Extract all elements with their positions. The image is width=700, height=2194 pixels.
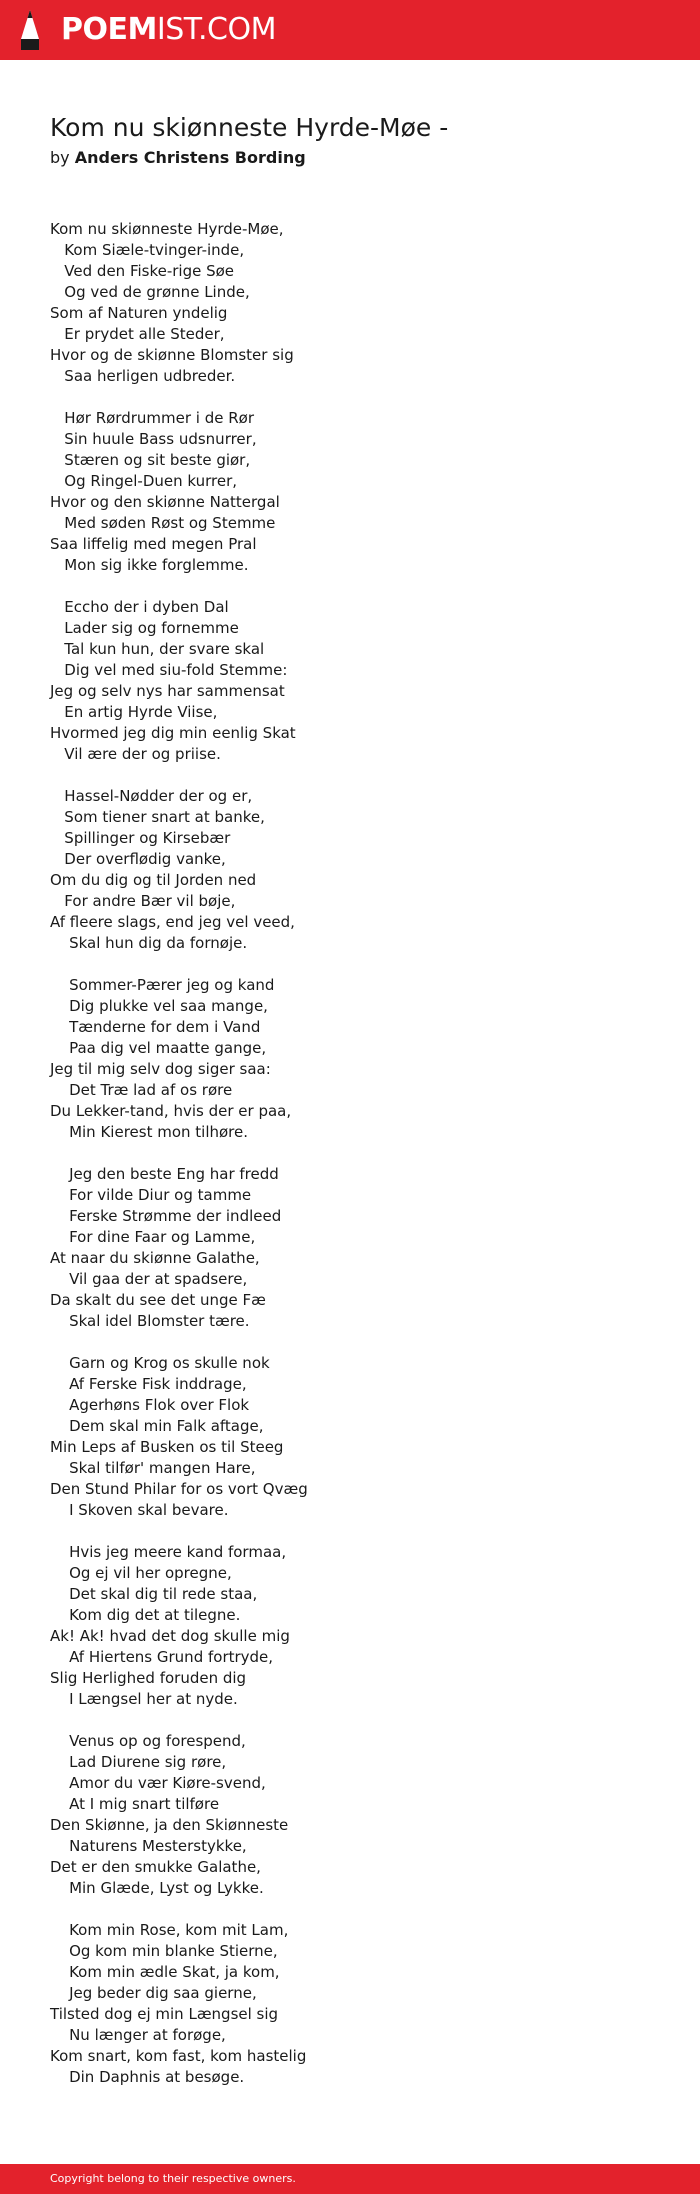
site-footer: [0, 2164, 700, 2194]
poem-line: Ved den Fiske-rige Søe: [50, 262, 235, 280]
poem-line: Jeg beder dig saa gierne,: [50, 1984, 257, 2002]
poem-line: Min Leps af Busken os til Steeg: [50, 1438, 284, 1456]
poem-line: Spillinger og Kirsebær: [50, 829, 231, 847]
poem-line: Der overflødig vanke,: [50, 850, 226, 868]
poem-line: Min Glæde, Lyst og Lykke.: [50, 1879, 264, 1897]
poem-line: En artig Hyrde Viise,: [50, 703, 218, 721]
poem-line: Lader sig og fornemme: [50, 619, 239, 637]
poem-line: Og ved de grønne Linde,: [50, 283, 250, 301]
poem-line: Og Ringel-Duen kurrer,: [50, 472, 238, 490]
poem-line: Ak! Ak! hvad det dog skulle mig: [50, 1627, 290, 1645]
poem-line: Hvor og de skiønne Blomster sig: [50, 346, 294, 364]
poem-line: Tænderne for dem i Vand: [50, 1018, 261, 1036]
poem-line: Skal tilfør' mangen Hare,: [50, 1459, 256, 1477]
poem-byline: [50, 146, 306, 170]
poem-line: Venus op og forespend,: [50, 1732, 246, 1750]
logo-light-text: IST.COM: [156, 12, 276, 47]
poem-line: Med søden Røst og Stemme: [50, 514, 276, 532]
poem-line: Skal idel Blomster tære.: [50, 1312, 250, 1330]
poem-line: Hvor og den skiønne Nattergal: [50, 493, 280, 511]
poem-line: Paa dig vel maatte gange,: [50, 1039, 267, 1057]
poem-stanza: [50, 1920, 670, 2088]
poem-line: Kom min Rose, kom mit Lam,: [50, 1921, 289, 1939]
poem-line: Du Lekker-tand, hvis der er paa,: [50, 1102, 292, 1120]
copyright-text: Copyright belong to their respective owners.: [50, 2172, 296, 2185]
site-logo[interactable]: [61, 10, 276, 50]
poem-line: At naar du skiønne Galathe,: [50, 1249, 260, 1267]
poem-line: Kom nu skiønneste Hyrde-Møe,: [50, 220, 284, 238]
poem-line: Vil gaa der at spadsere,: [50, 1270, 248, 1288]
poem-line: Om du dig og til Jorden ned: [50, 871, 257, 889]
poem-line: Som af Naturen yndelig: [50, 304, 228, 322]
poem-line: For dine Faar og Lamme,: [50, 1228, 256, 1246]
byline-prefix: by: [50, 148, 70, 167]
poem-stanza: [50, 219, 670, 387]
poem-stanza: [50, 1542, 670, 1710]
pencil-logo-icon[interactable]: [18, 9, 42, 51]
poem-body: [50, 219, 670, 2109]
poem-line: Sommer-Pærer jeg og kand: [50, 976, 275, 994]
poem-line: Din Daphnis at besøge.: [50, 2068, 245, 2086]
poem-line: Naturens Mesterstykke,: [50, 1837, 247, 1855]
poem-line: Det skal dig til rede staa,: [50, 1585, 258, 1603]
poem-line: Dig plukke vel saa mange,: [50, 997, 268, 1015]
poem-line: Det er den smukke Galathe,: [50, 1858, 261, 1876]
poem-line: Mon sig ikke forglemme.: [50, 556, 249, 574]
poem-line: Jeg og selv nys har sammensat: [50, 682, 285, 700]
poem-line: I Længsel her at nyde.: [50, 1690, 238, 1708]
poem-line: Saa liffelig med megen Pral: [50, 535, 257, 553]
poem-line: Den Stund Philar for os vort Qvæg: [50, 1480, 308, 1498]
poem-line: Nu længer at forøge,: [50, 2026, 226, 2044]
poem-line: Jeg til mig selv dog siger saa:: [50, 1060, 271, 1078]
poem-line: Skal hun dig da fornøje.: [50, 934, 248, 952]
poem-line: Amor du vær Kiøre-svend,: [50, 1774, 266, 1792]
poem-line: Af fleere slags, end jeg vel veed,: [50, 913, 295, 931]
poem-stanza: [50, 975, 670, 1143]
poem-line: Ferske Strømme der indleed: [50, 1207, 282, 1225]
poem-stanza: [50, 408, 670, 576]
poem-line: Og ej vil her opregne,: [50, 1564, 232, 1582]
poem-line: For vilde Diur og tamme: [50, 1186, 252, 1204]
poem-line: Slig Herlighed foruden dig: [50, 1669, 247, 1687]
poem-line: Og kom min blanke Stierne,: [50, 1942, 278, 1960]
poem-stanza: [50, 786, 670, 954]
poem-line: Tilsted dog ej min Længsel sig: [50, 2005, 279, 2023]
poem-line: Garn og Krog os skulle nok: [50, 1354, 270, 1372]
poem-line: Eccho der i dyben Dal: [50, 598, 229, 616]
poem-line: Hassel-Nødder der og er,: [50, 787, 253, 805]
poem-line: Min Kierest mon tilhøre.: [50, 1123, 249, 1141]
poem-title: Kom nu skiønneste Hyrde-Møe -: [50, 113, 449, 142]
logo-bold-text: POEM: [61, 12, 157, 47]
poem-line: Er prydet alle Steder,: [50, 325, 225, 343]
poem-line: Af Ferske Fisk inddrage,: [50, 1375, 247, 1393]
poem-line: Som tiener snart at banke,: [50, 808, 265, 826]
poem-line: Dem skal min Falk aftage,: [50, 1417, 264, 1435]
poem-line: At I mig snart tilføre: [50, 1795, 220, 1813]
poem-line: Lad Diurene sig røre,: [50, 1753, 227, 1771]
poem-stanza: [50, 597, 670, 765]
poem-line: Sin huule Bass udsnurrer,: [50, 430, 257, 448]
poem-line: Tal kun hun, der svare skal: [50, 640, 265, 658]
poem-line: I Skoven skal bevare.: [50, 1501, 229, 1519]
poem-line: Vil ære der og priise.: [50, 745, 221, 763]
poem-line: Stæren og sit beste giør,: [50, 451, 251, 469]
poem-line: Kom min ædle Skat, ja kom,: [50, 1963, 280, 1981]
poem-line: Kom Siæle-tvinger-inde,: [50, 241, 245, 259]
poem-line: Kom dig det at tilegne.: [50, 1606, 241, 1624]
poem-line: Hvis jeg meere kand formaa,: [50, 1543, 287, 1561]
poem-line: Af Hiertens Grund fortryde,: [50, 1648, 274, 1666]
poem-line: Saa herligen udbreder.: [50, 367, 236, 385]
poem-line: Da skalt du see det unge Fæ: [50, 1291, 266, 1309]
poem-stanza: [50, 1164, 670, 1332]
poem-line: For andre Bær vil bøje,: [50, 892, 236, 910]
poem-stanza: [50, 1731, 670, 1899]
author-name[interactable]: Anders Christens Bording: [74, 148, 306, 167]
poem-line: Hør Rørdrummer i de Rør: [50, 409, 255, 427]
poem-line: Dig vel med siu-fold Stemme:: [50, 661, 288, 679]
poem-line: Hvormed jeg dig min eenlig Skat: [50, 724, 296, 742]
poem-line: Agerhøns Flok over Flok: [50, 1396, 250, 1414]
poem-stanza: [50, 1353, 670, 1521]
poem-line: Jeg den beste Eng har fredd: [50, 1165, 279, 1183]
site-header: [0, 0, 700, 60]
poem-line: Den Skiønne, ja den Skiønneste: [50, 1816, 289, 1834]
poem-line: Det Træ lad af os røre: [50, 1081, 233, 1099]
poem-line: Kom snart, kom fast, kom hastelig: [50, 2047, 307, 2065]
